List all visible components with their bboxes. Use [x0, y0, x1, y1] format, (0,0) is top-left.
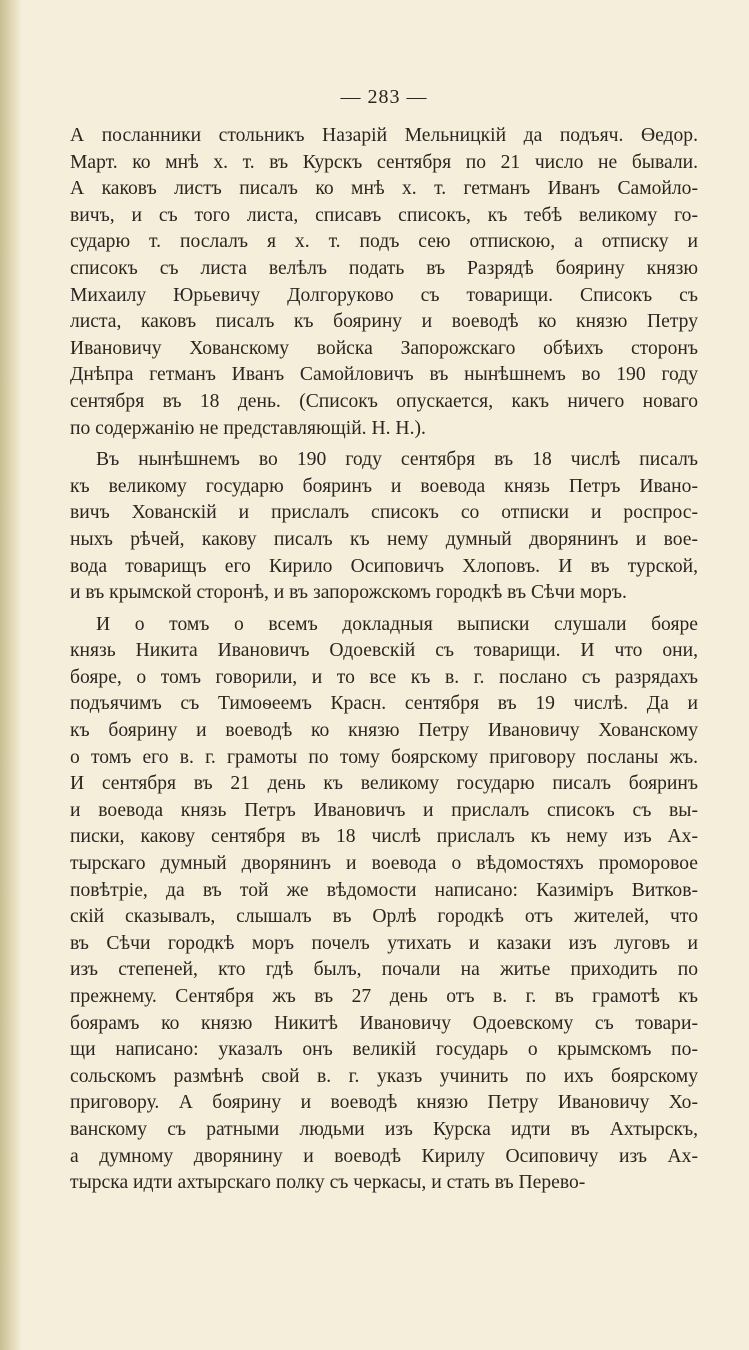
text-line: вичъ, и съ того листа, списавъ списокъ, къ тебѣ великому го-: [70, 204, 698, 226]
text-line: Ивановичу Хованскому войска Запорожскаго обѣихъ сторонъ: [70, 337, 698, 359]
text-line: къ боярину и воеводѣ ко князю Петру Ивановичу Хованскому: [70, 720, 698, 742]
text-line: подъячимъ съ Тимоѳеемъ Красн. сентября въ 19 числѣ. Да и: [70, 693, 698, 715]
text-line: сентября въ 18 день. (Списокъ опускается, какъ ничего новаго: [70, 390, 698, 412]
text-line: Михаилу Юрьевичу Долгоруково съ товарищи. Списокъ съ: [70, 284, 698, 306]
text-line: щи написано: указалъ онъ великій государь о крымскомъ по-: [70, 1039, 698, 1061]
text-line: повѣтріе, да въ той же вѣдомости написано: Казиміръ Витков-: [70, 879, 698, 901]
document-page: [70, 86, 698, 1202]
text-line: писки, какову сентября въ 18 числѣ прислалъ къ нему изъ Ах-: [70, 826, 698, 848]
text-line: о томъ его в. г. грамоты по тому боярскому приговору посланы жъ.: [70, 746, 698, 768]
page-edge-shadow: [0, 0, 22, 1350]
body-text: [70, 123, 698, 1197]
paragraph: [70, 612, 698, 1197]
text-line: Въ нынѣшнемъ во 190 году сентября въ 18 числѣ писалъ: [96, 449, 698, 471]
text-line: по содержанію не представляющій. Н. Н.).: [70, 417, 426, 439]
text-line: А посланники стольникъ Назарій Мельницкій да подъяч. Өедор.: [70, 125, 698, 146]
text-line: сольскомъ размѣнѣ свой в. г. указъ учинить по ихъ боярскому: [70, 1065, 698, 1087]
text-line: А каковъ листъ писалъ ко мнѣ х. т. гетманъ Иванъ Самойло-: [70, 178, 698, 200]
text-line: боярамъ ко князю Никитѣ Ивановичу Одоевскому съ товари-: [70, 1012, 698, 1034]
text-line: ныхъ рѣчей, какову писалъ къ нему думный дворянинъ и вое-: [70, 528, 698, 550]
text-line: листа, каковъ писалъ къ боярину и воеводѣ ко князю Петру: [70, 311, 698, 333]
text-line: тырска идти ахтырскаго полку съ черкасы, и стать въ Перево-: [70, 1172, 586, 1194]
text-line: скій сказывалъ, слышалъ въ Орлѣ городкѣ отъ жителей, что: [70, 906, 698, 928]
text-line: И о томъ о всемъ докладныя выписки слушали бояре: [96, 613, 698, 635]
text-line: списокъ съ листа велѣлъ подать въ Разрядѣ боярину князю: [70, 257, 698, 279]
text-line: бояре, о томъ говорили, и то все къ в. г. послано съ разрядахъ: [70, 666, 698, 688]
text-line: Март. ко мнѣ х. т. въ Курскъ сентября по 21 число не бывали.: [70, 151, 698, 173]
text-line: къ великому государю бояринъ и воевода князь Петръ Ивано-: [70, 475, 698, 497]
text-line: прежнему. Сентября жъ въ 27 день отъ в. г. въ грамотѣ къ: [70, 986, 698, 1007]
text-line: ванскому съ ратными людьми изъ Курска идти въ Ахтырскъ,: [70, 1118, 698, 1140]
text-line: а думному дворянину и воеводѣ Кирилу Осиповичу изъ Ах-: [70, 1145, 698, 1167]
text-line: И сентября въ 21 день къ великому государю писалъ бояринъ: [70, 773, 698, 795]
text-line: и воевода князь Петръ Ивановичъ и прислалъ списокъ съ вы-: [70, 799, 698, 821]
text-line: въ Сѣчи городкѣ моръ почелъ утихать и казаки изъ луговъ и: [70, 932, 698, 954]
text-line: князь Никита Ивановичъ Одоевскій съ товарищи. И что они,: [70, 640, 698, 662]
paragraph: [70, 447, 698, 607]
text-line: изъ степеней, кто гдѣ былъ, почали на житье приходить по: [70, 959, 698, 981]
text-line: вичъ Хованскій и прислалъ списокъ со отписки и роспрос-: [70, 502, 698, 524]
text-line: и въ крымской сторонѣ, и въ запорожскомъ городкѣ въ Сѣчи моръ.: [70, 582, 627, 604]
text-line: сударю т. послалъ я х. т. подъ сею отпискою, а отписку и: [70, 231, 698, 253]
text-line: вода товарищъ его Кирило Осиповичъ Хлоповъ. И въ турской,: [70, 555, 698, 577]
paragraph: [70, 123, 698, 442]
text-line: Днѣпра гетманъ Иванъ Самойловичъ въ нынѣшнемъ во 190 году: [70, 364, 698, 386]
text-line: тырскаго думный дворянинъ и воевода о вѣдомостяхъ проморовое: [70, 853, 698, 875]
text-line: приговору. А боярину и воеводѣ князю Петру Ивановичу Хо-: [70, 1092, 698, 1114]
page-number: — 283 —: [340, 86, 428, 108]
